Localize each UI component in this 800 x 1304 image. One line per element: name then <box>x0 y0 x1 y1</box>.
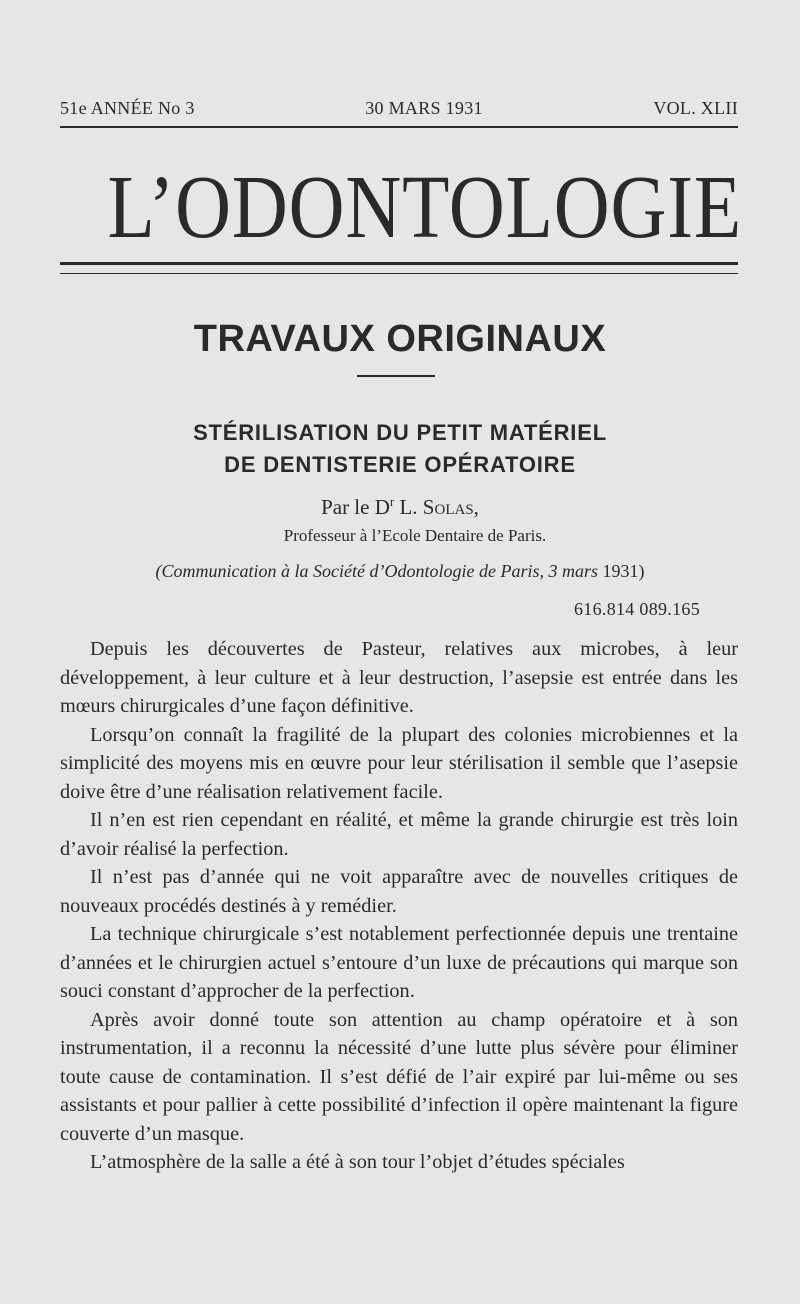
paragraph: Il n’est pas d’année qui ne voit apparaître avec de nouvelles critiques de nouveaux procédés destinés à y remédier. <box>60 866 738 917</box>
article-body <box>60 635 738 1177</box>
article-title-line-2: DE DENTISTERIE OPÉRATOIRE <box>224 452 576 477</box>
paragraph: Depuis les découvertes de Pasteur, relatives aux microbes, à leur développement, à leur culture et à leur destruction, l’asepsie est entrée dans les mœurs chirurgicales d’une façon définitive. <box>60 638 738 717</box>
paragraph: Il n’en est rien cependant en réalité, et même la grande chirurgie est très loin d’avoir réalisé la perfection. <box>60 809 738 860</box>
header-rule <box>60 126 738 128</box>
issue-date: 30 MARS 1931 <box>365 98 483 118</box>
author-affiliation: Professeur à l’Ecole Dentaire de Paris. <box>283 526 547 545</box>
issue-number: 51e ANNÉE No 3 <box>60 98 195 118</box>
paragraph: L’atmosphère de la salle a été à son tour l’objet d’études spéciales <box>90 1151 625 1173</box>
masthead-double-rule <box>60 262 738 274</box>
journal-masthead: L’ODONTOLOGIE <box>107 158 743 257</box>
author-title-sup: r <box>389 494 395 509</box>
section-divider <box>357 375 435 377</box>
running-header <box>60 98 738 119</box>
paragraph: Lorsqu’on connaît la fragilité de la plupart des colonies microbiennes et la simplicité des moyens mis en œuvre pour leur stérilisation il semble que l’asepsie doive être d’une réalisation relativement facile. <box>60 723 738 803</box>
author-name: L. Solas, <box>399 495 479 519</box>
paragraph: Après avoir donné toute son attention au champ opératoire et à son instrumentation, il a reconnu la nécessité d’une lutte plus sévère pour éliminer toute cause de contamination. Il s’est défié de l’air expiré par lui-même ou ses assistants et pour pallier à cette possibilité d’infection il opère maintenant la figure couverte d’un masque. <box>60 1008 738 1145</box>
communication-text: Communication à la Société d’Odontologie de Paris, 3 mars <box>161 561 598 581</box>
communication-note <box>0 561 800 582</box>
communication-year: 1931) <box>602 561 645 581</box>
classification-number: 616.814 089.165 <box>574 599 700 619</box>
section-title: TRAVAUX ORIGINAUX <box>193 318 607 360</box>
article-title-line-1: STÉRILISATION DU PETIT MATÉRIEL <box>193 420 607 445</box>
author-prefix: Par le D <box>321 495 390 519</box>
communication-open: ( <box>155 561 162 581</box>
paragraph: La technique chirurgicale s’est notablement perfectionnée depuis une trentaine d’années et le chirurgien actuel s’entoure d’un luxe de précautions qui marque son souci constant d’approcher de la perfection. <box>60 923 738 1002</box>
volume-number: VOL. XLII <box>653 98 738 118</box>
author-line <box>0 494 800 520</box>
